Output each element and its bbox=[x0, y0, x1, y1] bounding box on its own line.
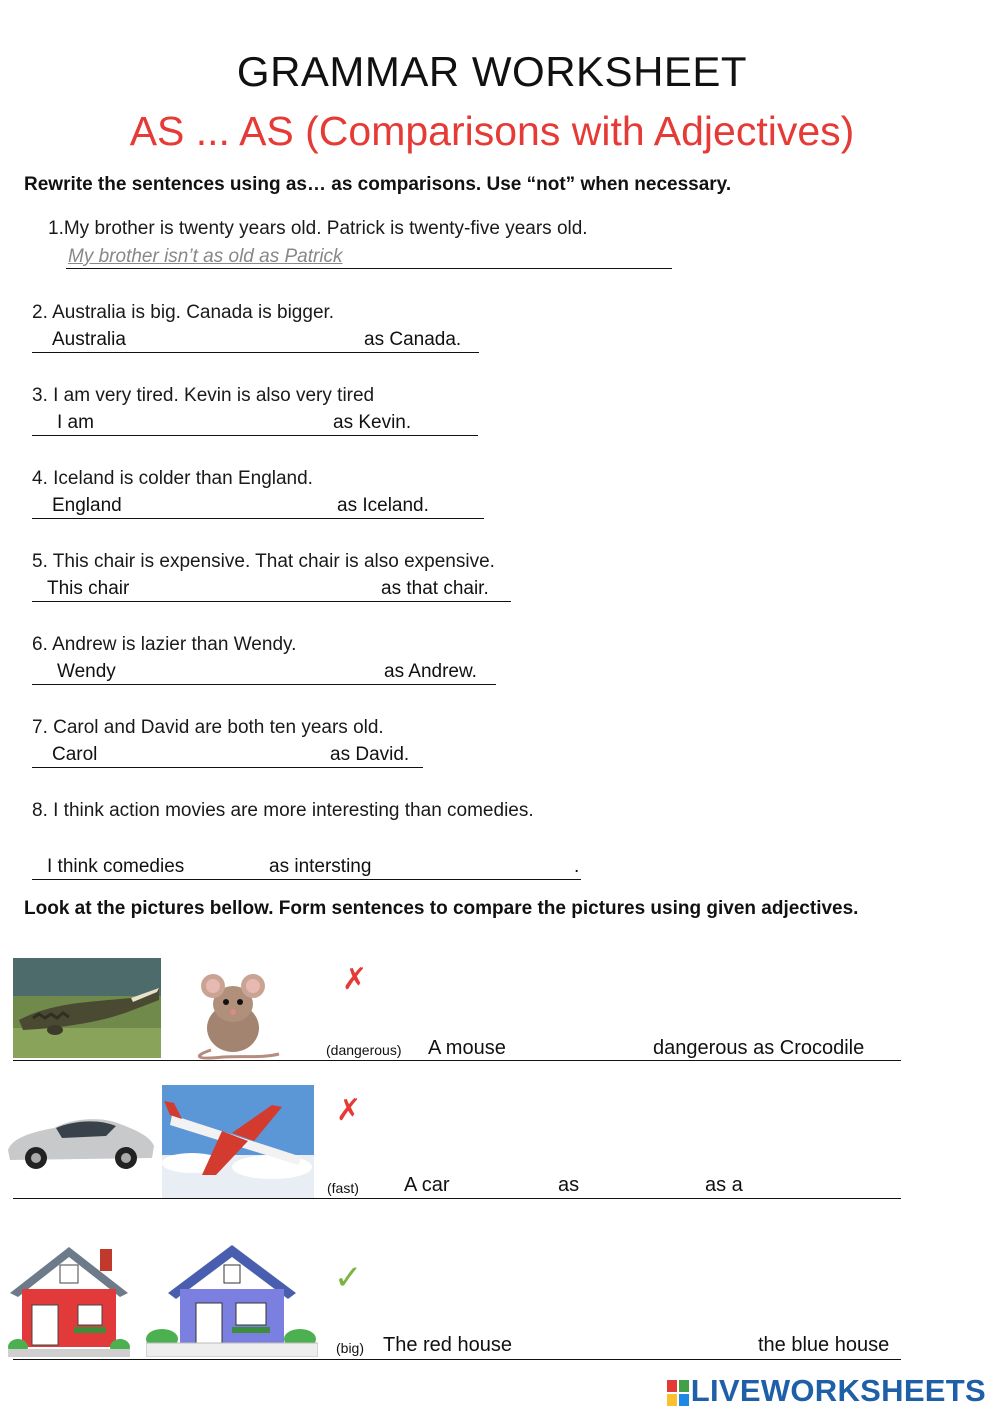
question-3-answer-start: I am bbox=[57, 412, 94, 433]
question-1-prompt: 1.My brother is twenty years old. Patrick is twenty-five years old. bbox=[48, 218, 588, 239]
question-6-answer-end: as Andrew. bbox=[384, 661, 477, 682]
blue-house-image bbox=[146, 1243, 318, 1357]
crocodile-image bbox=[13, 958, 161, 1058]
question-1-example-answer: My brother isn’t as old as Patrick bbox=[68, 246, 343, 267]
car-image bbox=[2, 1110, 158, 1172]
question-4-answer-field[interactable] bbox=[32, 494, 484, 519]
mouse-image bbox=[183, 960, 281, 1060]
adjective-big: (big) bbox=[336, 1340, 365, 1356]
question-4-answer-start: England bbox=[52, 495, 122, 516]
question-1-answer-field[interactable] bbox=[66, 246, 672, 269]
row-3-part2: the blue house bbox=[758, 1334, 890, 1356]
row-2-part3: as a bbox=[705, 1174, 743, 1196]
question-4-answer-end: as Iceland. bbox=[337, 495, 429, 516]
question-7-prompt: 7. Carol and David are both ten years old. bbox=[32, 717, 384, 738]
worksheet-title: GRAMMAR WORKSHEET bbox=[236, 48, 748, 95]
question-8-prompt: 8. I think action movies are more interesting than comedies. bbox=[32, 800, 534, 821]
section1-instruction: Rewrite the sentences using as… as comparisons. Use “not” when necessary. bbox=[24, 174, 732, 195]
question-8-answer-mid: as intersting bbox=[269, 856, 372, 877]
row-1-part2: dangerous as Crocodile bbox=[653, 1037, 865, 1059]
adjective-fast: (fast) bbox=[327, 1180, 359, 1196]
question-3-answer-end: as Kevin. bbox=[333, 412, 412, 433]
row-2-part2: as bbox=[558, 1174, 580, 1196]
cross-mark-icon-1: ✗ bbox=[342, 962, 368, 997]
row-2-answer-line[interactable] bbox=[13, 1198, 901, 1199]
row-2-part1: A car bbox=[404, 1174, 450, 1196]
liveworksheets-logo bbox=[667, 1373, 986, 1409]
section2-instruction: Look at the pictures bellow. Form sentences to compare the pictures using given adjectives. bbox=[24, 898, 859, 919]
question-6-answer-start: Wendy bbox=[57, 661, 116, 682]
question-5-answer-field[interactable] bbox=[32, 577, 511, 602]
question-4-prompt: 4. Iceland is colder than England. bbox=[32, 468, 313, 489]
question-2-answer-start: Australia bbox=[52, 329, 126, 350]
question-8-answer-field[interactable] bbox=[32, 855, 581, 880]
question-7-answer-field[interactable] bbox=[32, 743, 423, 768]
question-2-answer-field[interactable] bbox=[32, 328, 479, 353]
question-8-answer-end: . bbox=[574, 856, 580, 877]
liveworksheets-logo-text: LIVEWORKSHEETS bbox=[690, 1373, 986, 1408]
question-5-answer-end: as that chair. bbox=[381, 578, 489, 599]
question-2-answer-end: as Canada. bbox=[364, 329, 462, 350]
question-6-answer-field[interactable] bbox=[32, 660, 496, 685]
cross-mark-icon-2: ✗ bbox=[336, 1093, 362, 1128]
red-house-image bbox=[8, 1243, 130, 1357]
row-1-part1: A mouse bbox=[428, 1037, 506, 1059]
question-3-prompt: 3. I am very tired. Kevin is also very tired bbox=[32, 385, 375, 406]
question-5-prompt: 5. This chair is expensive. That chair is also expensive. bbox=[32, 551, 495, 572]
question-7-answer-start: Carol bbox=[52, 744, 98, 765]
question-7-answer-end: as David. bbox=[330, 744, 410, 765]
check-mark-icon: ✓ bbox=[334, 1258, 363, 1298]
row-1-answer-line[interactable] bbox=[13, 1060, 901, 1061]
question-6-prompt: 6. Andrew is lazier than Wendy. bbox=[32, 634, 297, 655]
question-5-answer-start: This chair bbox=[47, 578, 130, 599]
liveworksheets-logo-icon bbox=[667, 1380, 689, 1406]
worksheet-subtitle: AS ... AS (Comparisons with Adjectives) bbox=[129, 108, 855, 154]
question-3-answer-field[interactable] bbox=[32, 411, 478, 436]
row-3-part1: The red house bbox=[383, 1334, 512, 1356]
airplane-image bbox=[162, 1085, 314, 1198]
question-8-answer-start: I think comedies bbox=[47, 856, 185, 877]
question-2-prompt: 2. Australia is big. Canada is bigger. bbox=[32, 302, 335, 323]
adjective-dangerous: (dangerous) bbox=[326, 1042, 402, 1058]
row-3-answer-line[interactable] bbox=[13, 1359, 901, 1360]
